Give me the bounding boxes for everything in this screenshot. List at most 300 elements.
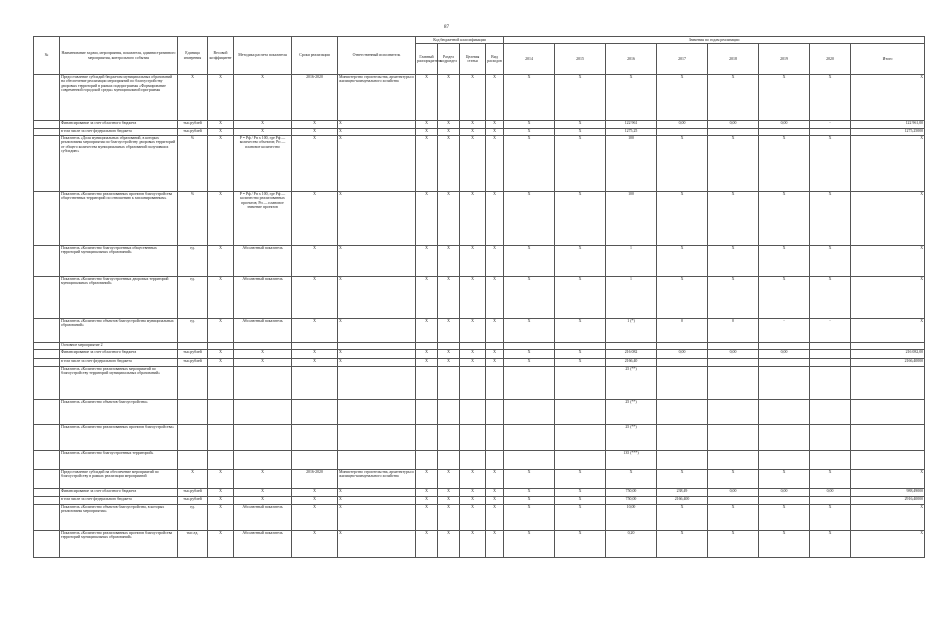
cell-total: 2166,40000: [851, 359, 925, 367]
cell-code: Х: [438, 121, 460, 129]
cell-responsible: Министерство строительства, архитектуры и жилищно-коммунального хозяйства: [338, 470, 416, 489]
cell-num: [34, 400, 60, 425]
cell-total: [851, 425, 925, 451]
header-weight: Весовой коэффициент: [208, 37, 234, 75]
cell-method: Х: [234, 129, 292, 136]
cell-year-value: Х: [555, 470, 606, 489]
header-year: 2015: [555, 44, 606, 75]
cell-responsible: Х: [338, 277, 416, 319]
cell-total: Х: [851, 531, 925, 558]
cell-code: [486, 451, 504, 470]
cell-code: Х: [486, 497, 504, 505]
cell-year-value: Х: [810, 246, 851, 277]
cell-total: Х: [851, 505, 925, 531]
table-row: [34, 489, 925, 497]
cell-year-value: Х: [810, 277, 851, 319]
cell-code: Х: [416, 531, 438, 558]
cell-year-value: 0,00: [759, 489, 810, 497]
cell-year-value: [657, 451, 708, 470]
cell-code: [438, 425, 460, 451]
cell-code: Х: [438, 277, 460, 319]
cell-year-value: Х: [504, 359, 555, 367]
cell-period: Х: [292, 497, 338, 505]
cell-year-value: 750,00: [606, 489, 657, 497]
cell-code: Х: [486, 319, 504, 343]
cell-total: 216 082,00: [851, 350, 925, 359]
cell-year-value: Х: [657, 192, 708, 246]
cell-code: Х: [486, 470, 504, 489]
program-table: [33, 36, 925, 558]
cell-year-value: [810, 359, 851, 367]
table-row: [34, 277, 925, 319]
cell-code: [460, 343, 486, 350]
cell-code: Х: [438, 129, 460, 136]
cell-weight: Х: [208, 489, 234, 497]
cell-year-value: Х: [759, 246, 810, 277]
cell-total: Х: [851, 470, 925, 489]
cell-weight: Х: [208, 277, 234, 319]
cell-method: Х: [234, 497, 292, 505]
table-row: [34, 246, 925, 277]
cell-total: Х: [851, 136, 925, 192]
cell-code: Х: [438, 192, 460, 246]
cell-code: Х: [416, 350, 438, 359]
cell-year-value: Х: [657, 470, 708, 489]
cell-code: Х: [460, 505, 486, 531]
table-header: [34, 37, 925, 75]
cell-year-value: Х: [555, 489, 606, 497]
cell-unit: тыс.рублей: [178, 129, 208, 136]
cell-responsible: Х: [338, 497, 416, 505]
cell-name: Показатель «Количество реализованных проектов благоустройства общественных территорий по отношению к запланированным»: [60, 192, 178, 246]
cell-year-value: [708, 497, 759, 505]
cell-num: [34, 531, 60, 558]
cell-period: Х: [292, 489, 338, 497]
header-method: Методика расчета показателя: [234, 37, 292, 75]
cell-year-value: [810, 451, 851, 470]
cell-year-value: Х: [555, 246, 606, 277]
cell-code: Х: [486, 121, 504, 129]
cell-year-value: [708, 343, 759, 350]
cell-code: Х: [486, 531, 504, 558]
header-code: Целевая статья: [460, 44, 486, 75]
cell-year-value: Х: [555, 350, 606, 359]
cell-weight: Х: [208, 319, 234, 343]
cell-code: Х: [460, 497, 486, 505]
cell-code: Х: [438, 350, 460, 359]
cell-method: Х: [234, 121, 292, 129]
cell-year-value: 0,00: [708, 121, 759, 129]
cell-unit: тыс.рублей: [178, 359, 208, 367]
cell-year-value: [810, 400, 851, 425]
cell-year-value: [708, 129, 759, 136]
table-row: [34, 121, 925, 129]
cell-year-value: Х: [657, 505, 708, 531]
cell-code: Х: [460, 350, 486, 359]
cell-unit: Х: [178, 75, 208, 121]
cell-code: Х: [416, 136, 438, 192]
table-row: [34, 367, 925, 400]
cell-year-value: Х: [504, 192, 555, 246]
cell-year-value: Х: [759, 192, 810, 246]
cell-year-value: [810, 343, 851, 350]
cell-code: Х: [460, 470, 486, 489]
cell-num: [34, 451, 60, 470]
cell-year-value: 216 082: [606, 350, 657, 359]
cell-weight: [208, 451, 234, 470]
cell-weight: [208, 343, 234, 350]
cell-year-value: 1 (*): [606, 319, 657, 343]
cell-year-value: [708, 367, 759, 400]
cell-code: [416, 343, 438, 350]
cell-code: [438, 367, 460, 400]
cell-year-value: [657, 343, 708, 350]
cell-code: [438, 451, 460, 470]
cell-year-value: 25 (**): [606, 400, 657, 425]
cell-responsible: Х: [338, 136, 416, 192]
cell-num: [34, 319, 60, 343]
header-code: Раздел подраздел: [438, 44, 460, 75]
cell-num: [34, 75, 60, 121]
cell-year-value: 25 (**): [606, 367, 657, 400]
cell-year-value: Х: [555, 505, 606, 531]
cell-unit: [178, 400, 208, 425]
cell-responsible: Х: [338, 246, 416, 277]
cell-year-value: [708, 425, 759, 451]
cell-method: [234, 400, 292, 425]
cell-code: [438, 343, 460, 350]
cell-weight: Х: [208, 75, 234, 121]
cell-weight: Х: [208, 350, 234, 359]
cell-code: [486, 343, 504, 350]
cell-code: Х: [486, 75, 504, 121]
cell-year-value: [810, 497, 851, 505]
cell-unit: тыс.рублей: [178, 121, 208, 129]
cell-unit: ед.: [178, 246, 208, 277]
cell-code: Х: [460, 277, 486, 319]
cell-unit: ед.: [178, 277, 208, 319]
cell-code: [416, 425, 438, 451]
cell-year-value: [759, 497, 810, 505]
cell-name: в том числе за счет федерального бюджета: [60, 129, 178, 136]
cell-year-value: Х: [504, 531, 555, 558]
header-year: 2020: [810, 44, 851, 75]
table-row: [34, 425, 925, 451]
cell-year-value: [555, 400, 606, 425]
cell-year-value: [657, 129, 708, 136]
cell-year-value: [708, 400, 759, 425]
cell-weight: Х: [208, 246, 234, 277]
cell-weight: Х: [208, 531, 234, 558]
cell-year-value: 10,00: [606, 505, 657, 531]
cell-name: Показатель «Количество благоустроенных общественных территорий муниципальных образований»: [60, 246, 178, 277]
cell-year-value: 750,00: [606, 497, 657, 505]
cell-year-value: Х: [810, 505, 851, 531]
cell-code: [486, 400, 504, 425]
cell-code: [438, 400, 460, 425]
cell-method: Абсолютный показатель: [234, 246, 292, 277]
cell-code: Х: [416, 129, 438, 136]
cell-code: Х: [486, 136, 504, 192]
cell-code: Х: [438, 359, 460, 367]
header-period: Сроки реализации: [292, 37, 338, 75]
cell-total: Х: [851, 246, 925, 277]
cell-year-value: Х: [504, 277, 555, 319]
cell-year-value: Х: [606, 75, 657, 121]
cell-period: Х: [292, 246, 338, 277]
cell-year-value: 0,00: [708, 350, 759, 359]
cell-period: Х: [292, 319, 338, 343]
header-name: Наименование задачи, мероприятия, показателя, административного мероприятия, контрольного события: [60, 37, 178, 75]
cell-method: [234, 425, 292, 451]
cell-year-value: 25 (**): [606, 425, 657, 451]
table-row: [34, 192, 925, 246]
cell-year-value: [555, 367, 606, 400]
table-row: [34, 343, 925, 350]
cell-year-value: 100: [606, 136, 657, 192]
cell-period: [292, 343, 338, 350]
cell-year-value: 0,00: [708, 489, 759, 497]
cell-code: Х: [486, 350, 504, 359]
cell-weight: Х: [208, 192, 234, 246]
cell-total: Х: [851, 75, 925, 121]
cell-unit: [178, 343, 208, 350]
cell-total: 1275,25000: [851, 129, 925, 136]
cell-period: 2016-2020: [292, 75, 338, 121]
cell-year-value: [657, 367, 708, 400]
table-row: [34, 75, 925, 121]
cell-year-value: Х: [708, 505, 759, 531]
cell-year-value: 1: [606, 246, 657, 277]
cell-year-value: [555, 425, 606, 451]
cell-year-value: -: [810, 319, 851, 343]
cell-num: [34, 246, 60, 277]
cell-period: Х: [292, 129, 338, 136]
cell-responsible: Х: [338, 129, 416, 136]
cell-code: Х: [416, 489, 438, 497]
cell-method: Х: [234, 75, 292, 121]
header-year: 2019: [759, 44, 810, 75]
cell-year-value: Х: [759, 277, 810, 319]
cell-year-value: 0,00: [810, 489, 851, 497]
cell-responsible: Х: [338, 319, 416, 343]
cell-name: Показатель «Количество реализованных мероприятий по благоустройству территорий муниципальных образований»: [60, 367, 178, 400]
cell-code: Х: [438, 246, 460, 277]
cell-total: Х: [851, 192, 925, 246]
cell-year-value: [504, 367, 555, 400]
cell-code: [486, 425, 504, 451]
cell-year-value: [657, 359, 708, 367]
table-row: [34, 129, 925, 136]
cell-year-value: Х: [555, 531, 606, 558]
cell-code: [486, 367, 504, 400]
cell-year-value: [708, 451, 759, 470]
cell-year-value: Х: [504, 319, 555, 343]
cell-code: Х: [460, 129, 486, 136]
cell-code: Х: [460, 531, 486, 558]
cell-code: Х: [460, 75, 486, 121]
cell-num: [34, 505, 60, 531]
cell-year-value: Х: [657, 531, 708, 558]
cell-code: Х: [416, 497, 438, 505]
cell-year-value: Х: [810, 75, 851, 121]
cell-year-value: Х: [606, 470, 657, 489]
cell-name: Предоставление субсидий на обеспечение мероприятий по благоустройству в рамках реализации мероприятий: [60, 470, 178, 489]
cell-year-value: [810, 367, 851, 400]
cell-total: 122 961,00: [851, 121, 925, 129]
cell-year-value: [657, 400, 708, 425]
cell-year-value: 0,00: [657, 121, 708, 129]
cell-code: [460, 451, 486, 470]
cell-year-value: Х: [708, 192, 759, 246]
cell-year-value: Х: [708, 531, 759, 558]
cell-period: Х: [292, 359, 338, 367]
cell-year-value: Х: [555, 129, 606, 136]
cell-num: [34, 359, 60, 367]
cell-code: Х: [438, 136, 460, 192]
cell-name: Показатель «Количество благоустроенных территорий»: [60, 451, 178, 470]
cell-code: Х: [416, 121, 438, 129]
header-finance: Значения по годам реализации: [504, 37, 925, 44]
cell-total: Х: [851, 277, 925, 319]
cell-year-value: 2166,40: [606, 359, 657, 367]
cell-year-value: Х: [708, 470, 759, 489]
cell-responsible: Министерство строительства, архитектуры и жилищно-коммунального хозяйства: [338, 75, 416, 121]
cell-method: [234, 343, 292, 350]
cell-method: Абсолютный показатель: [234, 531, 292, 558]
cell-responsible: Х: [338, 489, 416, 497]
cell-year-value: 0: [708, 319, 759, 343]
cell-code: Х: [438, 505, 460, 531]
cell-responsible: [338, 451, 416, 470]
cell-code: Х: [416, 319, 438, 343]
cell-responsible: Х: [338, 192, 416, 246]
cell-code: Х: [460, 192, 486, 246]
cell-responsible: Х: [338, 531, 416, 558]
table-row: [34, 470, 925, 489]
cell-method: [234, 367, 292, 400]
cell-year-value: [606, 343, 657, 350]
cell-num: [34, 136, 60, 192]
cell-responsible: [338, 367, 416, 400]
cell-year-value: [810, 350, 851, 359]
cell-code: [460, 367, 486, 400]
cell-method: P = Pф / Pп х 100, где Pф — количество реализованных проектов; Pп — плановое значение проектов: [234, 192, 292, 246]
cell-year-value: Х: [810, 470, 851, 489]
cell-code: Х: [438, 497, 460, 505]
cell-year-value: [759, 400, 810, 425]
cell-period: [292, 425, 338, 451]
cell-year-value: 0,00: [657, 350, 708, 359]
cell-responsible: Х: [338, 121, 416, 129]
table-row: [34, 350, 925, 359]
cell-code: [416, 367, 438, 400]
cell-weight: [208, 367, 234, 400]
cell-total: [851, 400, 925, 425]
cell-year-value: [759, 451, 810, 470]
header-responsible: Ответственный исполнитель: [338, 37, 416, 75]
cell-num: [34, 343, 60, 350]
cell-year-value: Х: [759, 75, 810, 121]
cell-year-value: Х: [555, 497, 606, 505]
cell-num: [34, 470, 60, 489]
cell-code: Х: [486, 505, 504, 531]
cell-num: [34, 121, 60, 129]
cell-code: Х: [416, 75, 438, 121]
cell-code: Х: [486, 246, 504, 277]
cell-year-value: Х: [555, 75, 606, 121]
cell-total: 2916,40000: [851, 497, 925, 505]
cell-unit: [178, 451, 208, 470]
cell-year-value: [657, 425, 708, 451]
table-row: [34, 359, 925, 367]
cell-year-value: 0,20: [606, 531, 657, 558]
table-row: [34, 497, 925, 505]
cell-year-value: 0: [657, 319, 708, 343]
cell-name: Показатель «Количество объектов благоустройства, в которых реализованы мероприятия»: [60, 505, 178, 531]
header-year: 2018: [708, 44, 759, 75]
cell-period: [292, 451, 338, 470]
cell-year-value: Х: [504, 136, 555, 192]
cell-year-value: Х: [504, 470, 555, 489]
cell-year-value: 1275,25: [606, 129, 657, 136]
cell-num: [34, 350, 60, 359]
cell-year-value: Х: [504, 246, 555, 277]
cell-code: Х: [438, 319, 460, 343]
cell-year-value: Х: [555, 192, 606, 246]
cell-responsible: Х: [338, 505, 416, 531]
cell-year-value: [810, 129, 851, 136]
cell-responsible: [338, 400, 416, 425]
cell-name: Показатель «Количество объектов благоустройства муниципальных образований»: [60, 319, 178, 343]
cell-period: Х: [292, 350, 338, 359]
cell-method: P = Pф / Pп х 100, где Pф — количество объектов; Pп — плановое количество: [234, 136, 292, 192]
cell-year-value: 100: [606, 192, 657, 246]
cell-period: [292, 400, 338, 425]
cell-period: Х: [292, 505, 338, 531]
cell-method: Абсолютный показатель: [234, 505, 292, 531]
cell-year-value: [810, 425, 851, 451]
cell-code: [460, 425, 486, 451]
cell-code: Х: [416, 246, 438, 277]
cell-unit: Х: [178, 470, 208, 489]
cell-weight: [208, 425, 234, 451]
cell-year-value: [504, 343, 555, 350]
cell-total: [851, 343, 925, 350]
cell-num: [34, 129, 60, 136]
header-total: Итого: [851, 44, 925, 75]
cell-name: в том числе за счет федерального бюджета: [60, 359, 178, 367]
cell-num: [34, 489, 60, 497]
cell-code: Х: [416, 359, 438, 367]
cell-method: Х: [234, 470, 292, 489]
cell-weight: Х: [208, 359, 234, 367]
cell-year-value: Х: [555, 319, 606, 343]
cell-unit: ед.: [178, 505, 208, 531]
cell-year-value: Х: [657, 277, 708, 319]
cell-method: Х: [234, 489, 292, 497]
cell-year-value: [759, 359, 810, 367]
header-year: 2014: [504, 44, 555, 75]
cell-weight: Х: [208, 470, 234, 489]
cell-unit: тыс.ед.: [178, 531, 208, 558]
cell-code: Х: [416, 505, 438, 531]
cell-code: [416, 400, 438, 425]
header-budget-code: Код бюджетной классификации: [416, 37, 504, 44]
cell-year-value: [555, 451, 606, 470]
cell-num: [34, 497, 60, 505]
cell-year-value: -: [810, 121, 851, 129]
